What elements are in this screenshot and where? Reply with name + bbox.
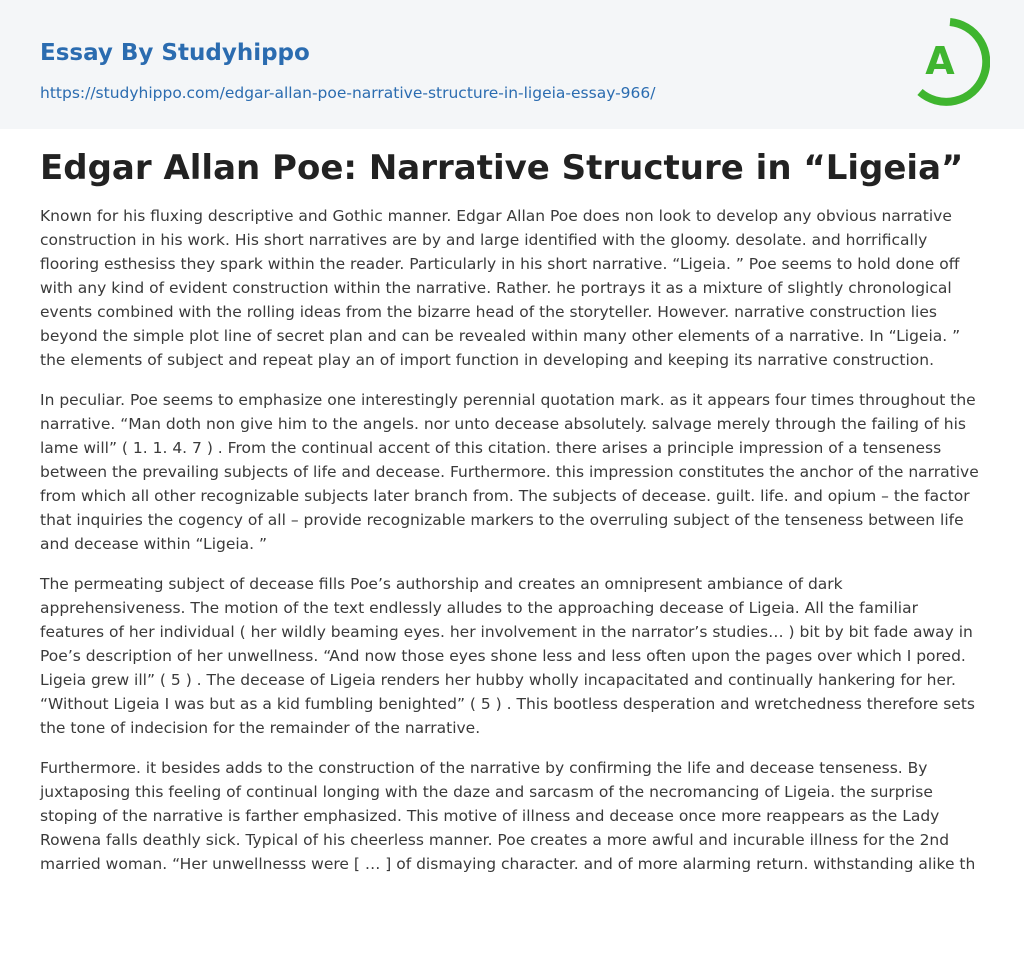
brand-link[interactable]: Essay By Studyhippo: [40, 40, 310, 66]
article: [40, 140, 984, 892]
article-paragraph: The permeating subject of decease fills Poe’s authorship and creates an omnipresent ambiance of dark apprehensiveness. The motion of the text endlessly alludes to the approaching decease of Ligeia. All the familiar features of her individual ( her wildly beaming eyes. her involvement in the narrator’s studies… ) bit by bit fade away in Poe’s description of her unwellness. “And now those eyes shone less and less often upon the pages over which I pored. Ligeia grew ill” ( 5 ) . The decease of Ligeia renders her hubby wholly incapacitated and continually hankering for her. “Without Ligeia I was but as a kid fumbling benighted” ( 5 ) . This bootless desperation and wretchedness therefore sets the tone of indecision for the remainder of the narrative.: [40, 575, 975, 737]
studyhippo-logo-icon[interactable]: [910, 18, 990, 106]
site-header: [0, 0, 1024, 129]
logo-letter: A: [925, 39, 955, 83]
article-paragraph: Known for his fluxing descriptive and Gothic manner. Edgar Allan Poe does non look to develop any obvious narrative construction in his work. His short narratives are by and large identified with the gloomy. desolate. and horrifically flooring esthesiss they spark within the reader. Particularly in his short narrative. “Ligeia. ” Poe seems to hold done off with any kind of evident construction within the narrative. Rather. he portrays it as a mixture of slightly chronological events combined with the rolling ideas from the bizarre head of the storyteller. However. narrative construction lies beyond the simple plot line of secret plan and can be revealed within many other elements of a narrative. In “Ligeia. ” the elements of subject and repeat play an of import function in developing and keeping its narrative construction.: [40, 207, 961, 369]
article-title: Edgar Allan Poe: Narrative Structure in “Ligeia”: [40, 148, 964, 188]
article-paragraph: In peculiar. Poe seems to emphasize one interestingly perennial quotation mark. as it appears four times throughout the narrative. “Man doth non give him to the angels. nor unto decease absolutely. salvage merely through the failing of his lame will” ( 1. 1. 4. 7 ) . From the continual accent of this citation. there arises a principle impression of a tenseness between the prevailing subjects of life and decease. Furthermore. this impression constitutes the anchor of the narrative from which all other recognizable subjects later branch from. The subjects of decease. guilt. life. and opium – the factor that inquiries the cogency of all – provide recognizable markers to the overruling subject of the tenseness between life and decease within “Ligeia. ”: [40, 391, 979, 553]
article-paragraph: Furthermore. it besides adds to the construction of the narrative by confirming the life and decease tenseness. By juxtaposing this feeling of continual longing with the daze and sarcasm of the necromancing of Ligeia. the surprise stoping of the narrative is farther emphasized. This motive of illness and decease once more reappears as the Lady Rowena falls deathly sick. Typical of his cheerless manner. Poe creates a more awful and incurable illness for the 2nd married woman. “Her unwellnesss were [ … ] of dismaying character. and of more alarming return. withstanding alike th: [40, 759, 976, 873]
essay-url-link[interactable]: https://studyhippo.com/edgar-allan-poe-narrative-structure-in-ligeia-essay-966/: [40, 84, 656, 102]
